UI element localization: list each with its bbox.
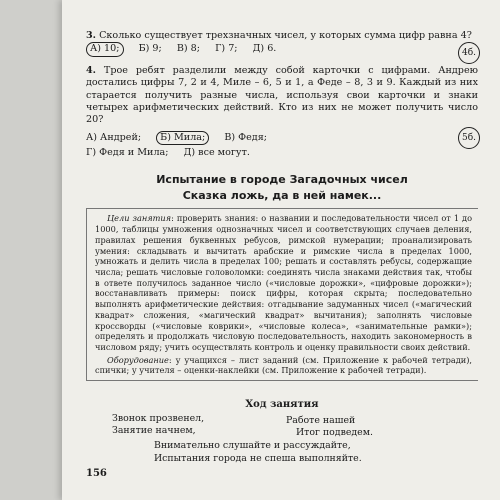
task-3-text: Сколько существует трехзначных чисел, у которых сумма цифр равна 4?	[99, 30, 472, 41]
equipment-label: Оборудование	[107, 354, 169, 365]
task-3-question	[86, 30, 478, 42]
task-4-option-v: В) Федя;	[224, 131, 267, 143]
task-3	[86, 30, 478, 57]
task-4	[86, 65, 478, 160]
task-4-number: 4.	[86, 64, 97, 76]
poem-line-3: Занятие начнем,	[112, 425, 196, 437]
section-title: Испытание в городе Загадочных чисел	[156, 172, 408, 186]
task-3-option-b: Б) 9;	[138, 43, 162, 55]
page-content	[86, 30, 478, 483]
task-4-option-b: Б) Мила;	[156, 131, 209, 145]
task-3-option-d: Д) 6.	[252, 43, 277, 55]
opening-poem	[86, 413, 478, 483]
task-4-option-a: А) Андрей;	[86, 131, 142, 143]
task-3-option-a: А) 10;	[86, 42, 124, 56]
task-4-score-badge: 5б.	[458, 127, 480, 149]
task-3-option-g: Г) 7;	[215, 43, 238, 55]
book-page	[62, 0, 500, 500]
lesson-info-box	[86, 208, 478, 381]
task-4-options-row1	[86, 131, 478, 145]
lesson-flow-title: Ход занятия	[245, 399, 319, 411]
task-4-question	[86, 65, 478, 127]
task-3-option-v: В) 8;	[176, 43, 200, 55]
section-subtitle: Сказка ложь, да в ней намек...	[182, 189, 382, 203]
task-3-options	[86, 42, 478, 56]
task-4-option-d: Д) все могут.	[183, 147, 250, 159]
poem-line-6: Испытания города не спеша выполняйте.	[154, 453, 362, 465]
task-3-score-badge: 4б.	[458, 42, 480, 64]
task-4-text: Трое ребят разделили между собой карточки с цифрами. Андрею достались цифры 7, 2 и 4, Миле – 6, 5 и 1, а Феде – 8, 3 и 9. Каждый из них старается получить разные числа, используя свои карточки и знаки четырех арифметических действий. Кто из них не может получить число 20?	[86, 64, 478, 126]
goals-label: Цели занятия	[107, 213, 172, 224]
page-number: 156	[86, 468, 107, 479]
poem-line-1: Звонок прозвенел,	[112, 413, 205, 425]
lesson-equipment	[95, 355, 472, 376]
lesson-goals	[95, 213, 472, 352]
poem-line-2: Работе нашей	[286, 415, 356, 427]
equipment-text: : у учащихся – лист заданий (см. Приложение к рабочей тетради), спички; у учителя – оценки-наклейки (см. Приложение к рабочей тетради).	[95, 354, 472, 376]
task-3-number: 3.	[86, 30, 97, 41]
goals-text: : проверить знания: о названии и последовательности чисел от 1 до 1000, таблицы умножения однозначных чисел и соответствующих случаев деления, правилах решения буквенных ребусов, римской нумерации; проанализировать умения: складывать и вычитать арабские и римские числа в пределах 1000, умножать и делить числа в пределах 100; решать и составлять ребусы, содержащие числа; решать числовые головоломки: соединять числа знаками действия так, чтобы в ответе получилось заданное число («числовые дорожки», «цифровые дорожки»); восстанавливать примеры: поиск цифры, которая скрыта; последовательно выполнять арифметические действия: отгадывание задуманных чисел («магический квадрат» сложения, «магический квадрат» вычитания); заполнять числовые кроссворды («числовые коврики», «числовые колеса», «занимательные рамки»); определять и продолжать числовую последовательность, находить закономерность в числовом ряду; учить осуществлять контроль и оценку правильности своих действий.	[95, 213, 473, 352]
poem-line-5: Внимательно слушайте и рассуждайте,	[154, 440, 351, 452]
poem-line-4: Итог подведем.	[296, 427, 373, 439]
task-4-options-row2	[86, 147, 478, 159]
task-4-option-g: Г) Федя и Мила;	[86, 147, 169, 159]
